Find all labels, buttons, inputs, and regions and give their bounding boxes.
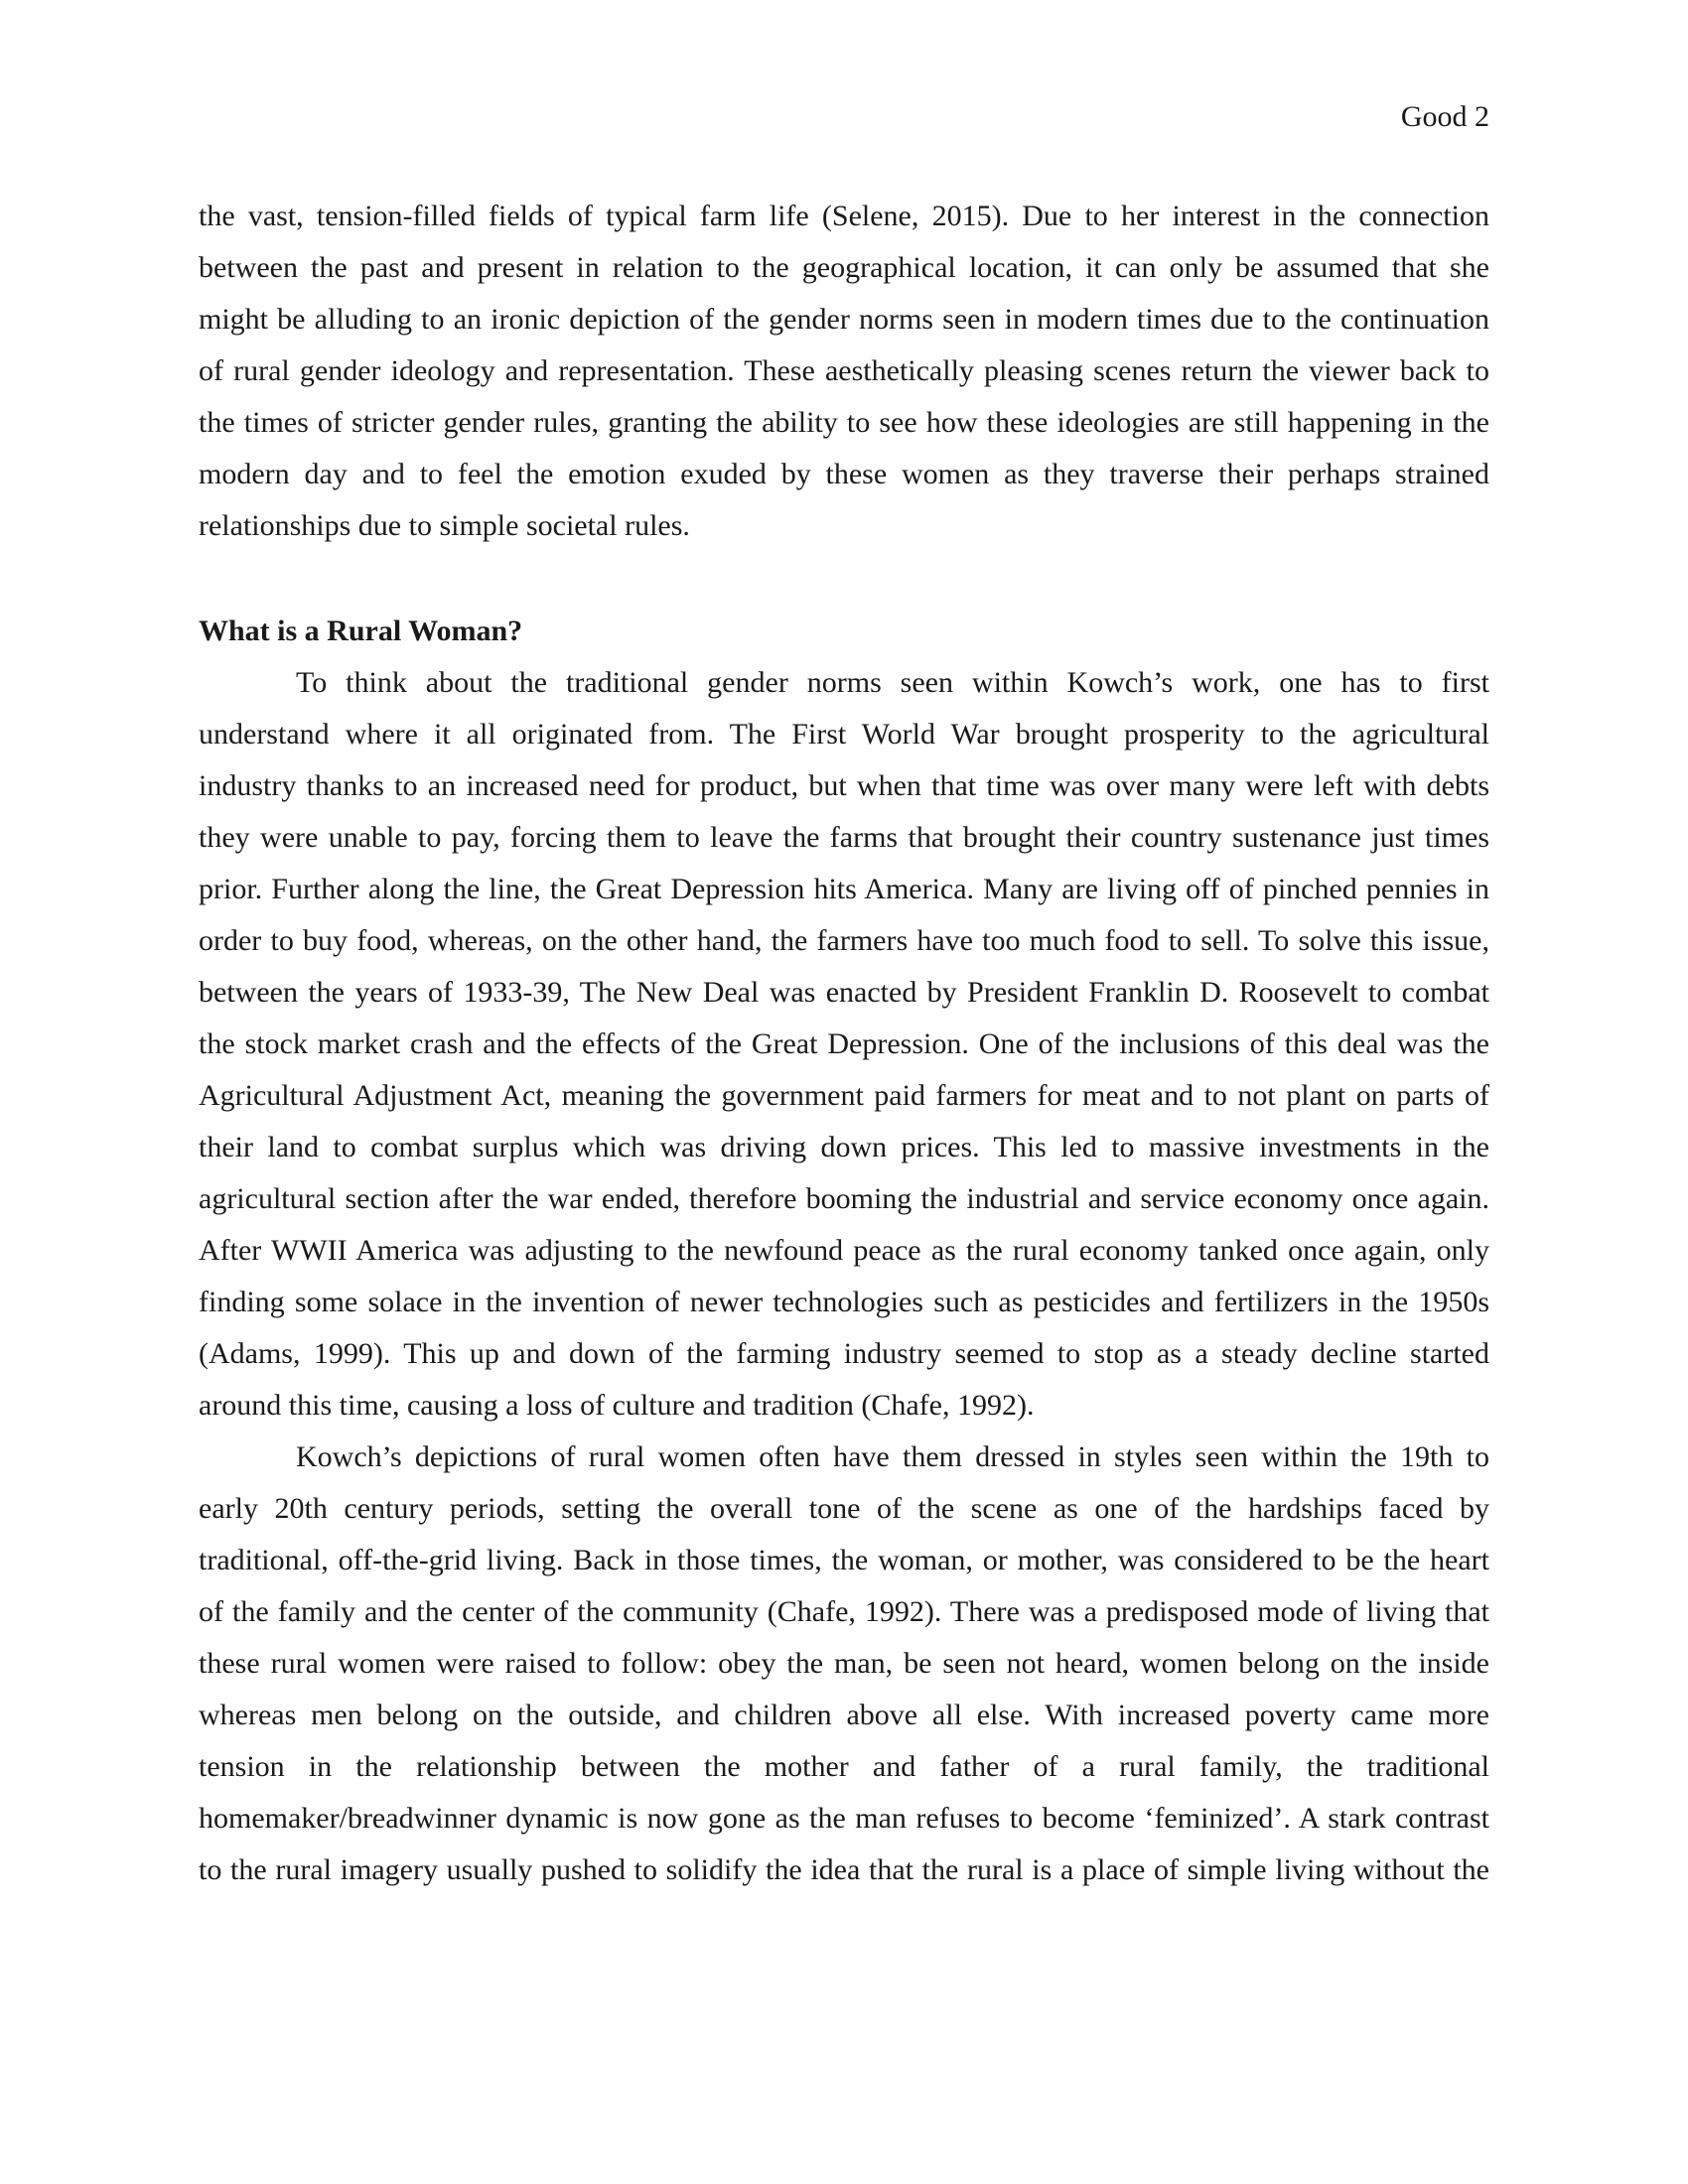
paragraph-1-line: After WWII America was adjusting to the newfound peace as the rural economy tanked once again, only <box>199 1234 1489 1267</box>
continuation-line: modern day and to feel the emotion exuded by these women as they traverse their perhaps strained <box>199 458 1489 490</box>
paragraph-1-line: around this time, causing a loss of culture and tradition (Chafe, 1992). <box>199 1389 1035 1422</box>
paragraph-1-line: Agricultural Adjustment Act, meaning the government paid farmers for meat and to not plant on parts of <box>199 1079 1489 1112</box>
paragraph-2-line: to the rural imagery usually pushed to solidify the idea that the rural is a place of simple living without the <box>199 1853 1489 1886</box>
paragraph-2-line: whereas men belong on the outside, and children above all else. With increased poverty came more <box>199 1699 1489 1731</box>
paragraph-1-line: they were unable to pay, forcing them to leave the farms that brought their country sustenance just times <box>199 821 1489 854</box>
paragraph-1-line: the stock market crash and the effects of the Great Depression. One of the inclusions of this deal was the <box>199 1027 1489 1060</box>
paragraph-1-line: their land to combat surplus which was driving down prices. This led to massive investments in the <box>199 1131 1489 1163</box>
paragraph-1-line: order to buy food, whereas, on the other hand, the farmers have too much food to sell. To solve this issue, <box>199 924 1489 957</box>
paragraph-2-line: these rural women were raised to follow: obey the man, be seen not heard, women belong on the inside <box>199 1647 1489 1680</box>
continuation-line: the times of stricter gender rules, granting the ability to see how these ideologies are still happening in the <box>199 406 1489 439</box>
paragraph-2-line: early 20th century periods, setting the overall tone of the scene as one of the hardships faced by <box>199 1492 1489 1525</box>
paragraph-1-line: (Adams, 1999). This up and down of the farming industry seemed to stop as a steady decline started <box>199 1337 1489 1370</box>
section-heading: What is a Rural Woman? <box>199 614 523 647</box>
continuation-line: between the past and present in relation to the geographical location, it can only be assumed that she <box>199 251 1489 284</box>
continuation-line: the vast, tension-filled fields of typical farm life (Selene, 2015). Due to her interest in the connection <box>199 200 1489 232</box>
paragraph-1-line: understand where it all originated from. The First World War brought prosperity to the agricultural <box>199 718 1489 751</box>
continuation-line: relationships due to simple societal rules. <box>199 509 690 542</box>
paragraph-1-line: agricultural section after the war ended, therefore booming the industrial and service economy once again. <box>199 1182 1489 1215</box>
paragraph-2-line: of the family and the center of the community (Chafe, 1992). There was a predisposed mode of living that <box>199 1595 1489 1628</box>
paragraph-2-line: Kowch’s depictions of rural women often have them dressed in styles seen within the 19th to <box>296 1440 1489 1473</box>
page-header-running-head: Good 2 <box>1400 100 1489 133</box>
continuation-line: of rural gender ideology and representation. These aesthetically pleasing scenes return the viewer back to <box>199 354 1489 387</box>
paragraph-1-line: prior. Further along the line, the Great Depression hits America. Many are living off of pinched pennies in <box>199 873 1489 905</box>
paragraph-2-line: traditional, off-the-grid living. Back in those times, the woman, or mother, was considered to be the heart <box>199 1544 1489 1576</box>
paragraph-1-line: between the years of 1933-39, The New Deal was enacted by President Franklin D. Roosevelt to combat <box>199 976 1489 1009</box>
paragraph-1-line: finding some solace in the invention of newer technologies such as pesticides and fertilizers in the 1950s <box>199 1286 1489 1318</box>
paragraph-2-line: tension in the relationship between the mother and father of a rural family, the traditional <box>199 1750 1489 1783</box>
continuation-line: might be alluding to an ironic depiction of the gender norms seen in modern times due to the continuation <box>199 303 1489 336</box>
paragraph-1-line: To think about the traditional gender norms seen within Kowch’s work, one has to first <box>296 666 1489 699</box>
paragraph-1-line: industry thanks to an increased need for product, but when that time was over many were left with debts <box>199 769 1489 802</box>
paragraph-2-line: homemaker/breadwinner dynamic is now gone as the man refuses to become ‘feminized’. A stark contrast <box>199 1802 1489 1835</box>
